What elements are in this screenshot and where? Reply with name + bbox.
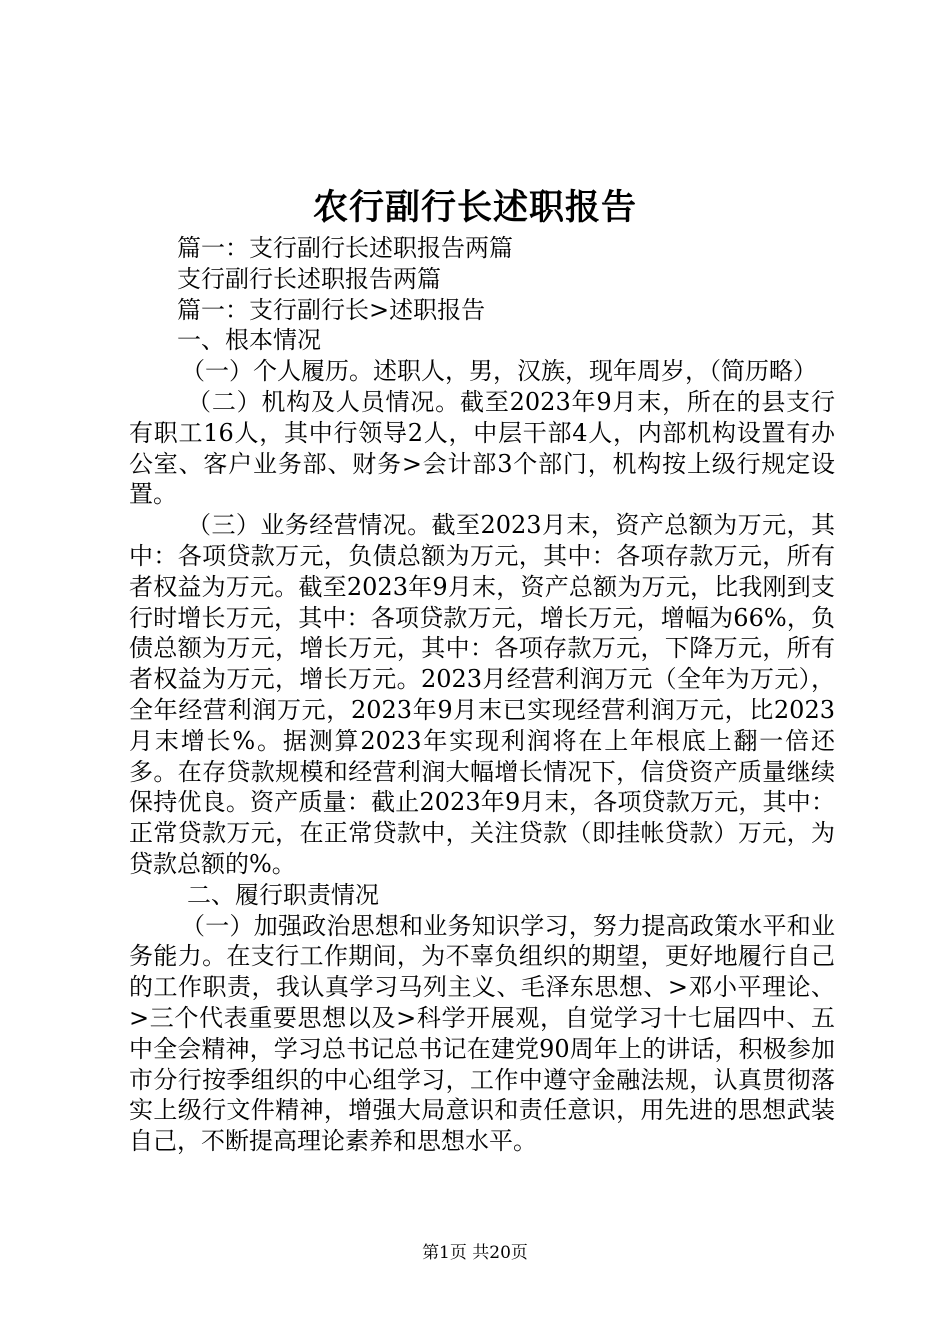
section-heading-2: 二、履行职责情况 xyxy=(187,880,379,909)
paragraph-subtitle-1: 篇一：支行副行长述职报告两篇 xyxy=(177,234,513,262)
paragraph-political-study: （一）加强政治思想和业务知识学习，努力提高政策水平和业务能力。在支行工作期间，为不辜负组织的期望，更好地履行自己的工作职责，我认真学习马列主义、毛泽东思想、>邓小平理论、>三个代表重要思想以及>科学开展观，自觉学习十七届四中、五中全会精神，学习总书记总书记在建党90周年上的讲话，积极参加市分行按季组织的中心组学习，工作中遵守金融法规，认真贯彻落实上级行文件精神，增强大局意识和责任意识，用先进的思想武装自己，不断提高理论素养和思想水平。 xyxy=(129,911,835,1156)
paragraph-personal-history: （一）个人履历。述职人，男，汉族，现年周岁，（简历略） xyxy=(181,357,817,386)
paragraph-subtitle-2: 支行副行长述职报告两篇 xyxy=(177,264,441,293)
document-body xyxy=(129,233,835,1157)
paragraph-subtitle-3: 篇一：支行副行长>述职报告 xyxy=(177,295,486,324)
paragraph-business-operations: （三）业务经营情况。截至2023月末，资产总额为万元，其中：各项贷款万元，负债总额为万元，其中：各项存款万元，所有者权益为万元。截至2023年9月末，资产总额为万元，比我刚到支行时增长万元，其中：各项贷款万元，增长万元，增幅为66%，负债总额为万元，增长万元，其中：各项存款万元，下降万元，所有者权益为万元，增长万元。2023月经营利润万元（全年为万元），全年经营利润万元，2023年9月末已实现经营利润万元，比2023月末增长%。据测算2023年实现利润将在上年根底上翻一倍还多。在存贷款规模和经营利润大幅增长情况下，信贷资产质量继续保持优良。资产质量：截止2023年9月末，各项贷款万元，其中：正常贷款万元，在正常贷款中，关注贷款（即挂帐贷款）万元，为贷款总额的%。 xyxy=(129,511,835,878)
document-title: 农行副行长述职报告 xyxy=(312,187,637,228)
paragraph-staffing: （二）机构及人员情况。截至2023年9月末，所在的县支行有职工16人，其中行领导2人，中层干部4人，内部机构设置有办公室、客户业务部、财务>会计部3个部门，机构按上级行规定设置。 xyxy=(129,387,835,509)
section-heading-1: 一、根本情况 xyxy=(177,326,321,355)
page-footer: 第1页 共20页 xyxy=(422,1243,528,1263)
